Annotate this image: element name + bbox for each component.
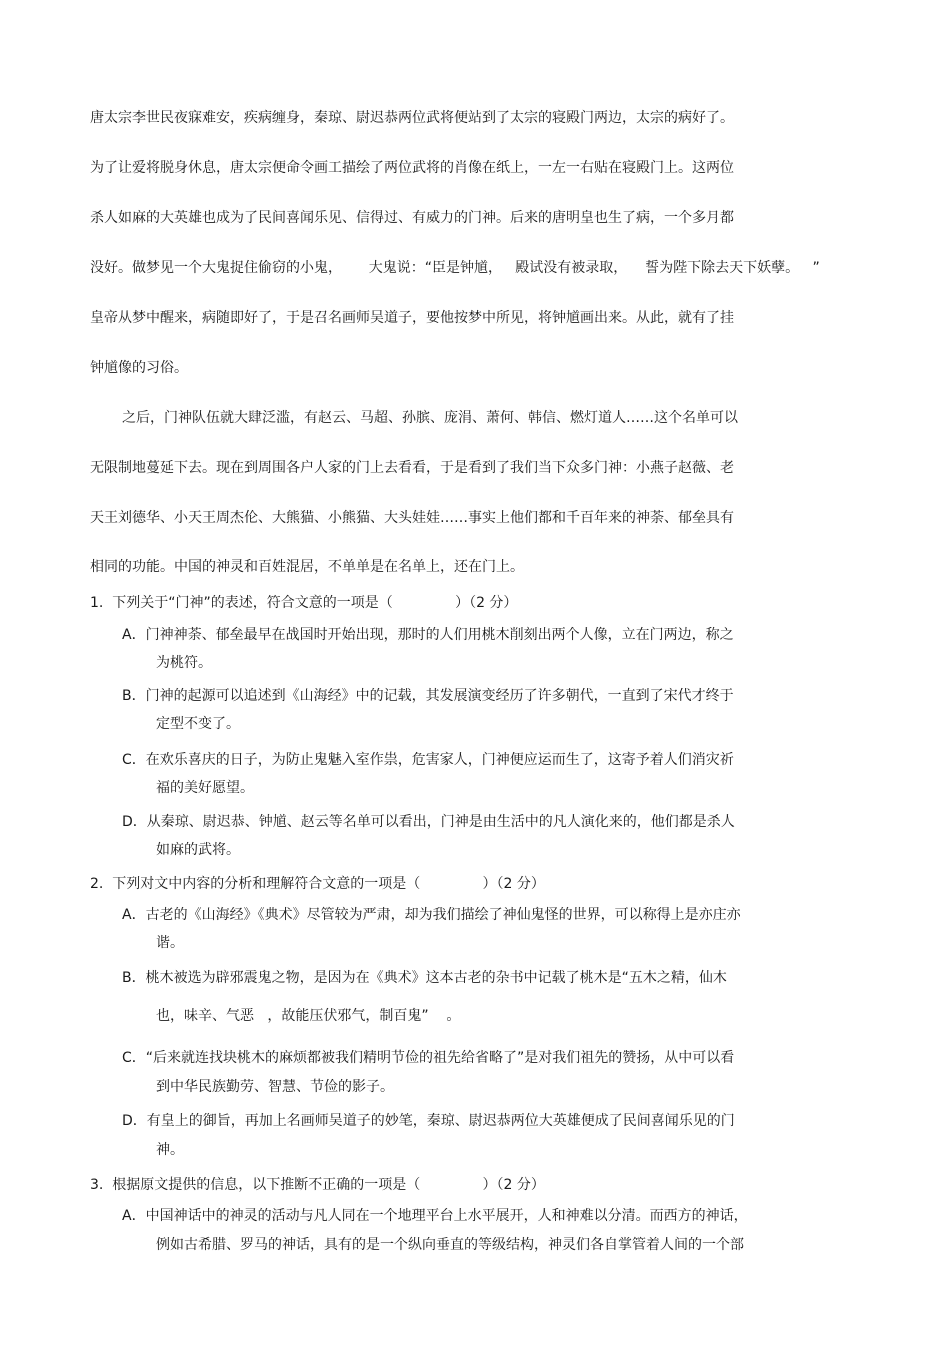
option-d-cont: 神。	[156, 1142, 184, 1158]
option-d-cont: 如麻的武将。	[156, 842, 240, 858]
option-a-cont: 谐。	[156, 935, 184, 951]
option-c: C．“后来就连找块桃木的麻烦都被我们精明节俭的祖先给省略了”是对我们祖先的赞扬，从中可以看	[122, 1050, 735, 1066]
option-a-cont: 为桃符。	[156, 655, 212, 671]
passage-line: 为了让爱将脱身休息，唐太宗便命令画工描绘了两位武将的肖像在纸上，一左一右贴在寝殿门上。这两位	[90, 160, 734, 176]
passage-line: 天王刘德华、小天王周杰伦、大熊猫、小熊猫、大头娃娃……事实上他们都和千百年来的神荼、郁垒具有	[90, 510, 734, 526]
option-a: A．古老的《山海经》《典术》尽管较为严肃，却为我们描绘了神仙鬼怪的世界，可以称得上是亦庄亦	[122, 907, 741, 923]
option-b-cont: 也，味辛、气恶 ，故能压伏邪气，制百鬼” 。	[156, 1008, 461, 1024]
option-d: D．有皇上的御旨，再加上名画师吴道子的妙笔，秦琼、尉迟恭两位大英雄便成了民间喜闻乐见的门	[122, 1113, 735, 1129]
option-d: D．从秦琼、尉迟恭、钟馗、赵云等名单可以看出，门神是由生活中的凡人演化来的，他们都是杀人	[122, 814, 735, 830]
option-b-cont: 定型不变了。	[156, 716, 240, 732]
question-stem: 2. 下列对文中内容的分析和理解符合文意的一项是（ ）（2 分）	[90, 876, 545, 892]
passage-line: 没好。做梦见一个大鬼捉住偷窃的小鬼， 大鬼说：“臣是钟馗， 殿试没有被录取， 誓为陛下除去天下妖孽。 ”	[90, 260, 820, 276]
option-b: B．门神的起源可以追述到《山海经》中的记载，其发展演变经历了许多朝代，一直到了宋代才终于	[122, 688, 734, 704]
passage-line: 皇帝从梦中醒来，病随即好了，于是召名画师吴道子，要他按梦中所见，将钟馗画出来。从此，就有了挂	[90, 310, 734, 326]
question-stem: 1. 下列关于“门神”的表述，符合文意的一项是（ ）（2 分）	[90, 595, 518, 611]
option-c-cont: 到中华民族勤劳、智慧、节俭的影子。	[156, 1079, 394, 1095]
passage-line: 钟馗像的习俗。	[90, 360, 188, 376]
option-a: A．中国神话中的神灵的活动与凡人同在一个地理平台上水平展开，人和神难以分清。而西方的神话，	[122, 1208, 748, 1224]
passage-line: 之后，门神队伍就大肆泛滥，有赵云、马超、孙膑、庞涓、萧何、韩信、燃灯道人……这个名单可以	[122, 410, 738, 426]
passage-line: 相同的功能。中国的神灵和百姓混居，不单单是在名单上，还在门上。	[90, 559, 524, 575]
option-a-cont: 例如古希腊、罗马的神话，具有的是一个纵向垂直的等级结构，神灵们各自掌管着人间的一个部	[156, 1237, 744, 1253]
passage-line: 杀人如麻的大英雄也成为了民间喜闻乐见、信得过、有威力的门神。后来的唐明皇也生了病，一个多月都	[90, 210, 734, 226]
option-b: B．桃木被选为辟邪震鬼之物，是因为在《典术》这本古老的杂书中记载了桃木是“五木之精，仙木	[122, 970, 727, 986]
question-stem: 3. 根据原文提供的信息，以下推断不正确的一项是（ ）（2 分）	[90, 1177, 545, 1193]
passage-line: 无限制地蔓延下去。现在到周围各户人家的门上去看看，于是看到了我们当下众多门神：小燕子赵薇、老	[90, 460, 734, 476]
option-a: A．门神神荼、郁垒最早在战国时开始出现，那时的人们用桃木削刻出两个人像，立在门两边，称之	[122, 627, 734, 643]
option-c: C．在欢乐喜庆的日子，为防止鬼魅入室作祟，危害家人，门神便应运而生了，这寄予着人们消灾祈	[122, 752, 734, 768]
passage-line: 唐太宗李世民夜寐难安，疾病缠身，秦琼、尉迟恭两位武将便站到了太宗的寝殿门两边，太宗的病好了。	[90, 110, 734, 126]
option-c-cont: 福的美好愿望。	[156, 780, 254, 796]
